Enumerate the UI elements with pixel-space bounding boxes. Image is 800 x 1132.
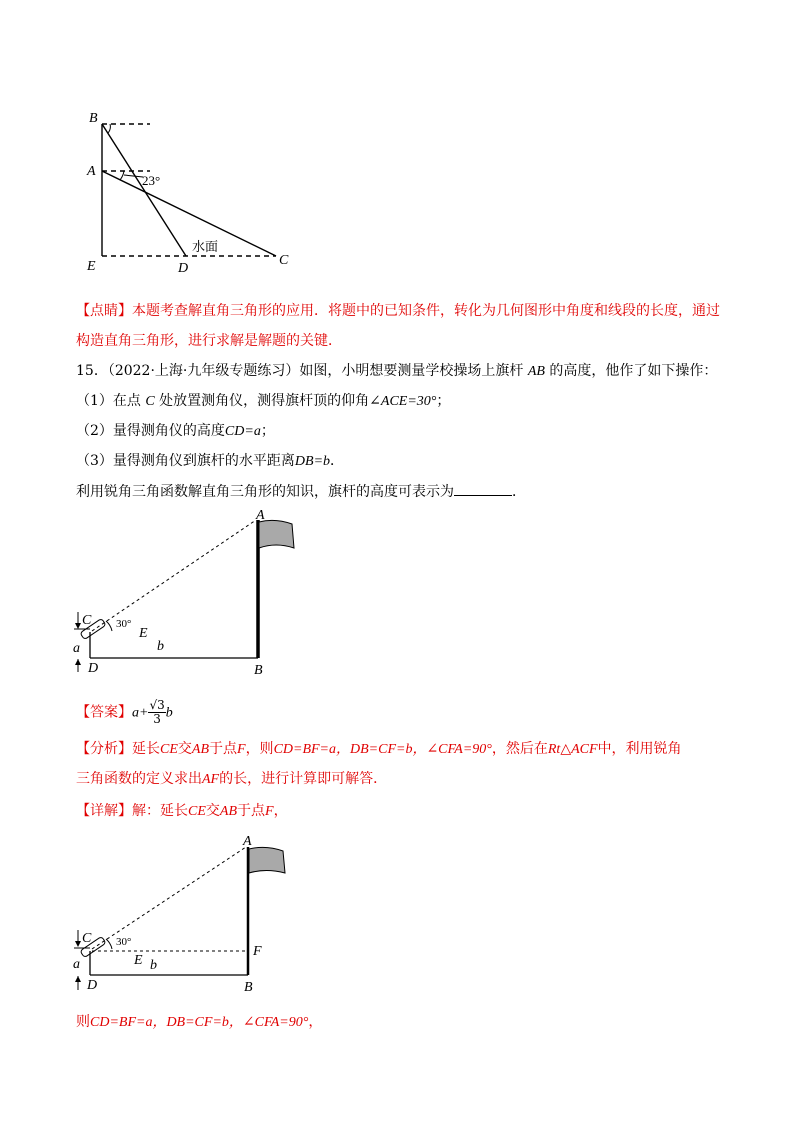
fig3-flag [249,847,285,873]
conclusion-t2: ， [308,1014,323,1030]
fig2-label-B: B [254,663,263,678]
answer-frac-den: 3 [153,712,161,726]
fig1-label-B: B [89,111,98,126]
step3-end: ． [330,453,345,469]
analysis-v2: AB [191,742,209,757]
problem-number: 15． [76,363,108,379]
answer-expr-a: a+ [132,705,149,721]
detail-t3: 于点 [237,803,265,819]
step1-var-C: C [145,394,155,409]
fig3-label-C: C [82,931,92,946]
question-end: ． [512,484,526,500]
analysis-v3: F [237,742,246,757]
problem-stem-a: 如图，小明想要测量学校操场上旗杆 [299,363,524,379]
conclusion-math: CD=BF=a，DB=CF=b，∠CFA=90° [90,1015,309,1030]
fig2-angle-label: 30° [116,618,132,630]
analysis-math: CD=BF=a，DB=CF=b，∠CFA=90° [273,742,492,757]
problem-source: （2022·上海·九年级专题练习） [107,363,300,379]
fig2-label-D: D [88,661,99,676]
fig3-label-A: A [243,834,252,849]
fig1-water-label: 水面 [192,239,219,254]
fig1-label-E: E [87,259,96,274]
analysis-v5: AF [202,772,220,787]
analysis-t4: ，则 [245,741,274,757]
step1-math: ∠ACE=30° [369,394,437,409]
analysis-t1: 延长 [132,741,160,757]
step2-text: （2）量得测角仪的高度 [76,423,225,439]
fig2-label-C: C [82,613,92,628]
step3-math: DB=b [294,454,331,469]
fig1-label-D: D [178,261,189,276]
fig3-label-B: B [244,980,253,995]
fig2-label-A: A [256,508,265,523]
fig3-angle-label: 30° [116,936,132,948]
answer-frac-num: √3 [149,698,165,712]
problem-stem-b: 的高度，他作了如下操作： [549,363,718,379]
fig3-label-E: E [134,953,143,968]
analysis-t6: 中，利用锐角 [597,741,682,757]
answer-expr-b: b [165,705,173,721]
answer-tag: 【答案】 [76,704,132,721]
detail-t4: ， [273,803,288,819]
detail-v3: F [265,804,274,819]
fig2-label-E: E [139,626,148,641]
conclusion-line [76,1012,322,1033]
analysis-t8: 的长，进行计算即可解答． [219,771,388,787]
analysis-tag: 【分析】 [76,741,132,757]
fig3-label-D: D [87,978,98,993]
fig3-label-F: F [253,944,262,959]
fig3-label-a: a [73,957,80,972]
fig2-label-a: a [73,641,80,656]
analysis-v4: Rt△ACF [547,742,598,757]
detail-tag: 【详解】 [76,803,132,819]
problem-var-AB: AB [527,364,545,379]
question-text: 利用锐角三角函数解直角三角形的知识，旗杆的高度可表示为 [76,484,454,500]
detail-t2: 交 [205,803,220,819]
fig2-label-b: b [157,639,164,654]
dianjing-text-1: 本题考查解直角三角形的应用．将题中的已知条件，转化为几何图形中角度和线段的长度，通过 [132,303,720,319]
step3-text: （3）量得测角仪到旗杆的水平距离 [76,453,295,469]
detail-v1: CE [188,804,206,819]
detail-v2: AB [219,804,237,819]
step2-end: ； [260,423,275,439]
fig1-label-A: A [87,164,96,179]
fig3-angle-arc [106,939,112,949]
step1-text-b: 处放置测角仪，测得旗杆顶的仰角 [159,393,370,409]
conclusion-t1: 则 [76,1014,90,1030]
dianjing-tag: 【点睛】 [76,303,132,319]
step1-text-a: （1）在点 [76,393,141,409]
fig1-angle-label: 23° [142,173,161,188]
analysis-t2: 交 [177,741,192,757]
analysis-t3: 于点 [209,741,237,757]
fig1-label-C: C [279,253,289,268]
step2-math: CD=a [224,424,261,439]
fig3-label-b: b [150,958,157,973]
dianjing-text-2: 构造直角三角形，进行求解是解题的关键． [76,333,342,349]
analysis-t5: ，然后在 [491,741,548,757]
analysis-t7: 三角函数的定义求出 [76,771,202,787]
step1-end: ； [436,393,451,409]
analysis-v1: CE [160,742,178,757]
detail-t1: 解：延长 [132,803,188,819]
fig3-line-AC [92,847,246,949]
